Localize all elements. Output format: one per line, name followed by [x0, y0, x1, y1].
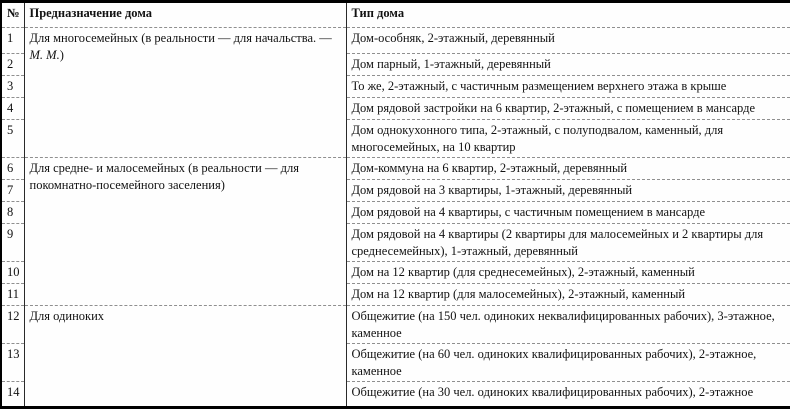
row-number-cell: 5: [1, 120, 24, 158]
table-row: [1, 158, 790, 180]
purpose-text-end: ): [59, 47, 64, 62]
row-number-cell: 4: [1, 98, 24, 120]
house-type-cell: Дом однокухонного типа, 2-этажный, с полуподвалом, каменный, для многосемейных, на 10 квартир: [346, 120, 790, 158]
purpose-em: М. М.: [29, 47, 60, 62]
row-number-cell: 3: [1, 76, 24, 98]
house-type-cell: То же, 2-этажный, с частичным размещением верхнего этажа в крыше: [346, 76, 790, 98]
house-type-cell: Дом рядовой на 4 квартиры, с частичным помещением в мансарде: [346, 202, 790, 224]
row-number-cell: 14: [1, 382, 24, 408]
house-type-cell: Общежитие (на 150 чел. одиноких неквалифицированных рабочих), 3-этажное, каменное: [346, 306, 790, 344]
col-header-purpose: Предназначение дома: [24, 2, 346, 28]
row-number-cell: 6: [1, 158, 24, 180]
row-number-cell: 13: [1, 344, 24, 382]
row-number-cell: 11: [1, 284, 24, 306]
table-row: [1, 28, 790, 54]
house-type-cell: Дом рядовой застройки на 6 квартир, 2-этажный, с помещением в мансарде: [346, 98, 790, 120]
row-number-cell: 1: [1, 28, 24, 54]
house-type-cell: Дом на 12 квартир (для малосемейных), 2-этажный, каменный: [346, 284, 790, 306]
row-number-cell: 9: [1, 224, 24, 262]
house-type-cell: Дом рядовой на 4 квартиры (2 квартиры для малосемейных и 2 квартиры для среднесемейных), 1-этажный, деревянный: [346, 224, 790, 262]
house-type-cell: Дом-коммуна на 6 квартир, 2-этажный, деревянный: [346, 158, 790, 180]
purpose-cell-group3: [24, 306, 346, 408]
house-type-cell: Дом парный, 1-этажный, деревянный: [346, 54, 790, 76]
row-number-cell: 12: [1, 306, 24, 344]
row-number-cell: 7: [1, 180, 24, 202]
row-number-cell: 2: [1, 54, 24, 76]
col-header-type: Тип дома: [346, 2, 790, 28]
table-row: [1, 306, 790, 344]
row-number-cell: 8: [1, 202, 24, 224]
house-type-cell: Общежитие (на 30 чел. одиноких квалифицированных рабочих), 2-этажное: [346, 382, 790, 408]
house-type-cell: Дом на 12 квартир (для среднесемейных), 2-этажный, каменный: [346, 262, 790, 284]
purpose-cell-group1: [24, 28, 346, 158]
house-type-cell: Дом рядовой на 3 квартиры, 1-этажный, деревянный: [346, 180, 790, 202]
purpose-cell-group2: [24, 158, 346, 306]
purpose-text: Для одиноких: [29, 309, 105, 323]
table-header-row: [1, 2, 790, 28]
house-type-cell: Общежитие (на 60 чел. одиноких квалифицированных рабочих), 2-этажное, каменное: [346, 344, 790, 382]
purpose-text: Для многосемейных (в реальности — для начальства. —: [29, 31, 332, 45]
col-header-num: №: [7, 6, 20, 20]
purpose-text: Для средне- и малосемейных (в реальности — для покомнатно-посемейного заселения): [29, 161, 299, 192]
house-type-cell: Дом-особняк, 2-этажный, деревянный: [346, 28, 790, 54]
row-number-cell: 10: [1, 262, 24, 284]
